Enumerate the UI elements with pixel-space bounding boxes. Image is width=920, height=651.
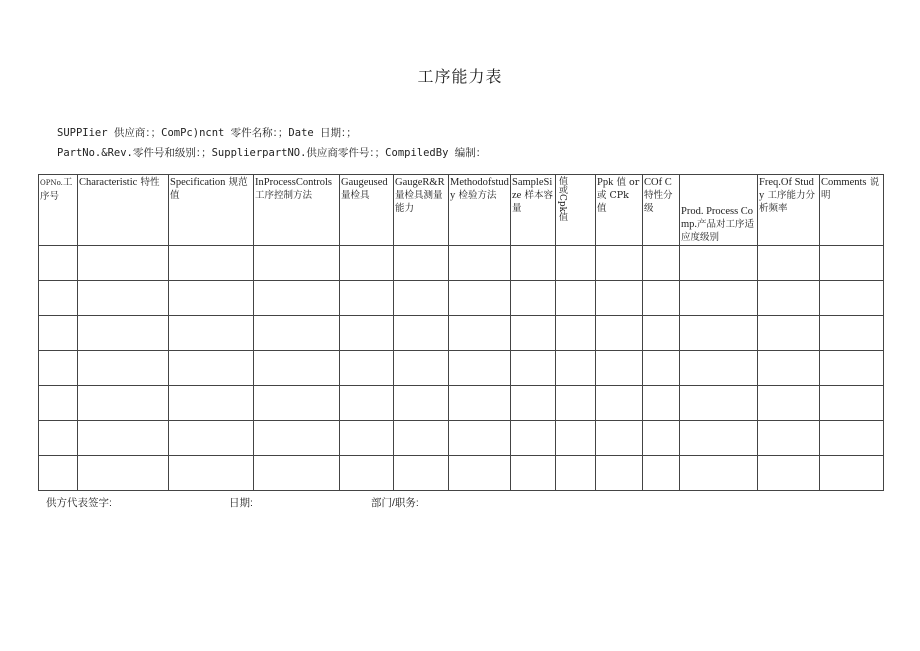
- table-cell[interactable]: [78, 246, 169, 281]
- table-cell[interactable]: [758, 316, 820, 351]
- header-op-no: OPNo.工序号: [39, 175, 78, 246]
- table-cell[interactable]: [820, 421, 884, 456]
- table-cell[interactable]: [758, 246, 820, 281]
- table-cell[interactable]: [394, 421, 449, 456]
- table-cell[interactable]: [340, 456, 394, 491]
- table-cell[interactable]: [643, 246, 680, 281]
- table-cell[interactable]: [556, 456, 596, 491]
- header-method-of-study: Methodofstudy 检验方法: [449, 175, 511, 246]
- table-cell[interactable]: [680, 281, 758, 316]
- table-cell[interactable]: [556, 351, 596, 386]
- table-row: [39, 316, 884, 351]
- table-row: [39, 421, 884, 456]
- table-cell[interactable]: [511, 281, 556, 316]
- table-cell[interactable]: [254, 386, 340, 421]
- table-row: [39, 386, 884, 421]
- table-cell[interactable]: [511, 246, 556, 281]
- table-cell[interactable]: [340, 246, 394, 281]
- table-cell[interactable]: [394, 386, 449, 421]
- header-characteristic: Characteristic 特性: [78, 175, 169, 246]
- table-cell[interactable]: [169, 246, 254, 281]
- table-cell[interactable]: [78, 351, 169, 386]
- table-cell[interactable]: [556, 386, 596, 421]
- table-cell[interactable]: [596, 351, 643, 386]
- table-header-row: [39, 175, 884, 246]
- table-cell[interactable]: [169, 316, 254, 351]
- header-gauge-rr: GaugeR&R 量检具测量能力: [394, 175, 449, 246]
- table-cell[interactable]: [643, 281, 680, 316]
- table-cell[interactable]: [39, 246, 78, 281]
- table-cell[interactable]: [680, 246, 758, 281]
- page-title: 工序能力表: [417, 67, 503, 86]
- header-gauge-used: Gaugeused 量检具: [340, 175, 394, 246]
- table-cell[interactable]: [449, 421, 511, 456]
- table-cell[interactable]: [254, 456, 340, 491]
- table-cell[interactable]: [643, 386, 680, 421]
- table-cell[interactable]: [680, 421, 758, 456]
- table-cell[interactable]: [820, 351, 884, 386]
- table-cell[interactable]: [680, 386, 758, 421]
- table-cell[interactable]: [394, 351, 449, 386]
- table-cell[interactable]: [596, 421, 643, 456]
- table-cell[interactable]: [556, 246, 596, 281]
- table-cell[interactable]: [643, 316, 680, 351]
- header-info-line-1: SUPPIier 供应商：；ComPc)ncnt 零件名称：；Date 日期：；: [57, 127, 357, 139]
- table-cell[interactable]: [340, 386, 394, 421]
- table-cell[interactable]: [680, 316, 758, 351]
- table-cell[interactable]: [78, 386, 169, 421]
- header-coc: COf C 特性分级: [643, 175, 680, 246]
- table-cell[interactable]: [254, 421, 340, 456]
- table-cell[interactable]: [596, 246, 643, 281]
- table-cell[interactable]: [643, 456, 680, 491]
- table-cell[interactable]: [511, 351, 556, 386]
- table-cell[interactable]: [758, 456, 820, 491]
- table-cell[interactable]: [449, 386, 511, 421]
- table-cell[interactable]: [340, 281, 394, 316]
- table-cell[interactable]: [556, 421, 596, 456]
- table-cell[interactable]: [596, 386, 643, 421]
- table-cell[interactable]: [340, 316, 394, 351]
- table-cell[interactable]: [394, 316, 449, 351]
- header-sample-size: SampleSize 样本容量: [511, 175, 556, 246]
- table-cell[interactable]: [254, 246, 340, 281]
- header-inprocess-controls: InProcessControls 工序控制方法: [254, 175, 340, 246]
- table-cell[interactable]: [78, 281, 169, 316]
- table-cell[interactable]: [556, 316, 596, 351]
- table-cell[interactable]: [820, 281, 884, 316]
- table-cell[interactable]: [820, 316, 884, 351]
- table-cell[interactable]: [449, 351, 511, 386]
- header-comments: Comments 说明: [820, 175, 884, 246]
- table-cell[interactable]: [643, 351, 680, 386]
- table-cell[interactable]: [680, 456, 758, 491]
- footer-signature: 供方代表签字:: [46, 497, 112, 509]
- table-cell[interactable]: [254, 351, 340, 386]
- table-cell[interactable]: [511, 316, 556, 351]
- header-freq-of-study: Freq.Of Study 工序能力分析频率: [758, 175, 820, 246]
- table-cell[interactable]: [680, 351, 758, 386]
- table-cell[interactable]: [449, 316, 511, 351]
- table-cell[interactable]: [78, 316, 169, 351]
- table-cell[interactable]: [758, 281, 820, 316]
- table-cell[interactable]: [78, 456, 169, 491]
- header-ppk-vertical: 值或Cpk值: [556, 175, 596, 246]
- table-cell[interactable]: [449, 246, 511, 281]
- table-cell[interactable]: [39, 281, 78, 316]
- table-cell[interactable]: [556, 281, 596, 316]
- table-cell[interactable]: [39, 351, 78, 386]
- table-cell[interactable]: [758, 386, 820, 421]
- table-cell[interactable]: [169, 351, 254, 386]
- table-cell[interactable]: [511, 386, 556, 421]
- table-row: [39, 351, 884, 386]
- footer-dept: 部门/职务:: [371, 497, 419, 509]
- table-cell[interactable]: [511, 421, 556, 456]
- table-cell[interactable]: [169, 456, 254, 491]
- table-cell[interactable]: [449, 281, 511, 316]
- table-cell[interactable]: [254, 316, 340, 351]
- table-row: [39, 246, 884, 281]
- table-cell[interactable]: [820, 246, 884, 281]
- header-specification: Specification 规范值: [169, 175, 254, 246]
- table-cell[interactable]: [340, 351, 394, 386]
- footer-date: 日期:: [229, 497, 253, 509]
- table-cell[interactable]: [39, 421, 78, 456]
- table-cell[interactable]: [596, 316, 643, 351]
- table-cell[interactable]: [169, 386, 254, 421]
- table-cell[interactable]: [39, 316, 78, 351]
- table-cell[interactable]: [169, 421, 254, 456]
- table-cell[interactable]: [169, 281, 254, 316]
- table-cell[interactable]: [643, 421, 680, 456]
- table-cell[interactable]: [820, 456, 884, 491]
- table-cell[interactable]: [340, 421, 394, 456]
- table-cell[interactable]: [394, 456, 449, 491]
- table-cell[interactable]: [394, 281, 449, 316]
- table-row: [39, 456, 884, 491]
- header-prod-process-comp: Prod. Process Comp.产品对工序适应度级别: [680, 175, 758, 246]
- table-cell[interactable]: [254, 281, 340, 316]
- table-cell[interactable]: [758, 421, 820, 456]
- table-cell[interactable]: [596, 281, 643, 316]
- table-cell[interactable]: [449, 456, 511, 491]
- header-info-line-2: PartNo.&Rev.零件号和级别：；SupplierpartNO.供应商零件号：；CompiledBy 编制：: [57, 147, 487, 159]
- table-cell[interactable]: [394, 246, 449, 281]
- process-capability-table: [38, 174, 884, 491]
- table-cell[interactable]: [758, 351, 820, 386]
- table-row: [39, 281, 884, 316]
- table-cell[interactable]: [39, 456, 78, 491]
- table-cell[interactable]: [596, 456, 643, 491]
- table-cell[interactable]: [78, 421, 169, 456]
- table-cell[interactable]: [511, 456, 556, 491]
- table-cell[interactable]: [820, 386, 884, 421]
- table-cell[interactable]: [39, 386, 78, 421]
- table-body: [39, 246, 884, 491]
- header-ppk-cpk: Ppk 值 or 或 CPk 值: [596, 175, 643, 246]
